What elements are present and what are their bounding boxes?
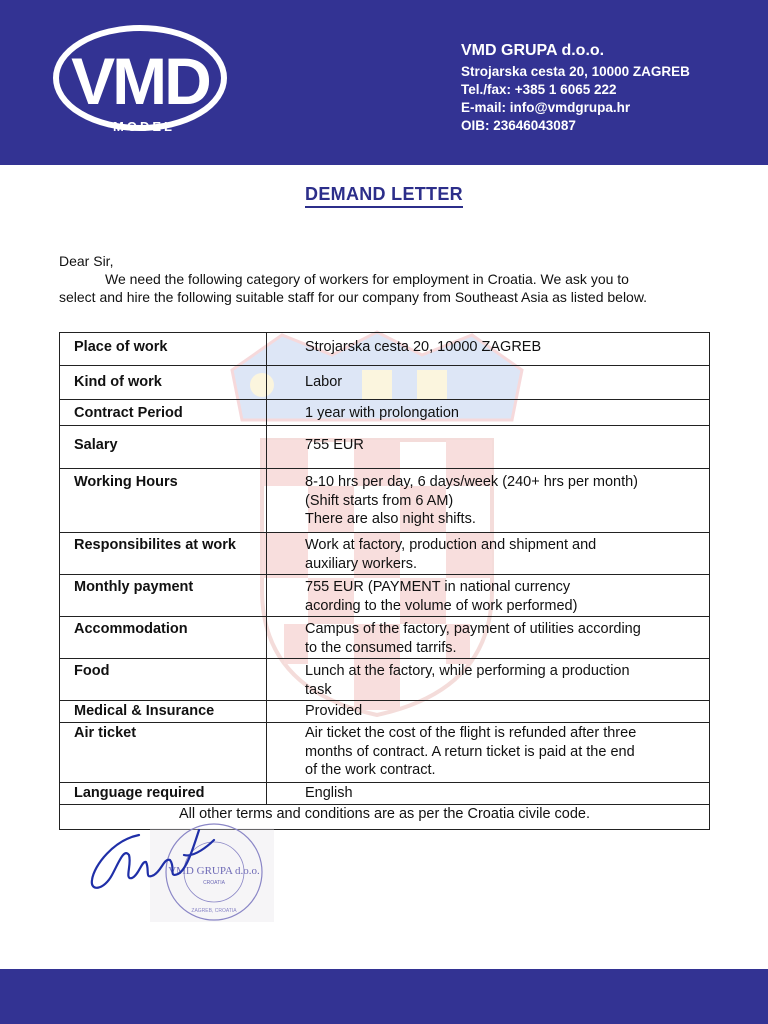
row-value	[267, 426, 710, 469]
table-row	[60, 469, 710, 533]
table-row	[60, 366, 710, 400]
row-label: Kind of work	[60, 366, 267, 400]
row-label: Accommodation	[60, 617, 267, 659]
document-title	[0, 184, 768, 205]
value-line: 1 year with prolongation	[305, 405, 459, 421]
company-phone: Tel./fax: +385 1 6065 222	[461, 82, 617, 97]
row-label: Contract Period	[60, 400, 267, 426]
value-line: Campus of the factory, payment of utilities according	[305, 621, 641, 637]
intro-paragraph	[59, 252, 719, 306]
table-row	[60, 783, 710, 805]
table-row	[60, 426, 710, 469]
stamp-country: CROATIA	[203, 880, 225, 886]
employment-terms-table	[59, 332, 710, 830]
value-line: Strojarska cesta 20, 10000 ZAGREB	[305, 339, 542, 355]
footer-note: All other terms and conditions are as per the Croatia civile code.	[60, 805, 710, 830]
value-line: English	[305, 785, 353, 801]
row-label: Medical & Insurance	[60, 701, 267, 723]
row-label: Language required	[60, 783, 267, 805]
table-row	[60, 659, 710, 701]
row-value	[267, 701, 710, 723]
table-row	[60, 701, 710, 723]
row-label: Working Hours	[60, 469, 267, 533]
value-line: 755 EUR	[305, 437, 364, 453]
greeting: Dear Sir,	[59, 253, 114, 269]
value-line: task	[305, 681, 332, 698]
value-line: 755 EUR (PAYMENT in national currency	[305, 579, 571, 595]
value-line: Air ticket the cost of the flight is refunded after three	[305, 725, 637, 741]
value-line: 8-10 hrs per day, 6 days/week (240+ hrs per month)	[305, 474, 638, 490]
value-line: Provided	[305, 703, 363, 719]
row-value	[267, 366, 710, 400]
value-line: auxiliary workers.	[305, 555, 417, 572]
handwritten-signature	[92, 830, 214, 888]
logo-letters: VMD	[71, 44, 209, 118]
value-line: Work at factory, production and shipment and	[305, 537, 597, 553]
row-value	[267, 575, 710, 617]
letterhead-banner	[0, 0, 768, 165]
row-value	[267, 617, 710, 659]
company-address: Strojarska cesta 20, 10000 ZAGREB	[461, 64, 690, 79]
document-title-text: DEMAND LETTER	[305, 184, 463, 208]
table-row	[60, 723, 710, 783]
stamp-city: ZAGREB, CROATIA	[191, 908, 237, 914]
vmd-model-logo	[50, 24, 230, 140]
stamp-name: VMD GRUPA d.o.o.	[168, 865, 260, 877]
row-value	[267, 723, 710, 783]
table-row	[60, 617, 710, 659]
company-email: E-mail: info@vmdgrupa.hr	[461, 100, 631, 115]
signature-and-stamp	[84, 820, 284, 925]
row-value	[267, 469, 710, 533]
table-row	[60, 575, 710, 617]
value-line: months of contract. A return ticket is paid at the end	[305, 743, 635, 760]
company-name: VMD GRUPA d.o.o.	[461, 42, 605, 59]
row-label: Air ticket	[60, 723, 267, 783]
row-value	[267, 783, 710, 805]
value-line: There are also night shifts.	[305, 511, 476, 527]
row-label: Monthly payment	[60, 575, 267, 617]
intro-line-1: We need the following category of workers for employment in Croatia. We ask you to	[105, 271, 629, 287]
intro-line-2: select and hire the following suitable staff for our company from Southeast Asia as listed below.	[59, 289, 648, 305]
value-line: to the consumed tarrifs.	[305, 639, 457, 656]
row-label: Place of work	[60, 333, 267, 366]
company-info	[461, 41, 690, 135]
table-row	[60, 400, 710, 426]
footer-banner	[0, 969, 768, 1024]
row-label: Food	[60, 659, 267, 701]
row-label: Salary	[60, 426, 267, 469]
value-line: acording to the volume of work performed)	[305, 597, 578, 614]
row-value	[267, 400, 710, 426]
table-row	[60, 533, 710, 575]
company-oib: OIB: 23646043087	[461, 118, 576, 133]
value-line: Labor	[305, 374, 343, 390]
value-line: of the work contract.	[305, 762, 436, 778]
row-value	[267, 659, 710, 701]
logo-subtitle: MODEL	[113, 119, 175, 134]
value-line: Lunch at the factory, while performing a production	[305, 663, 630, 679]
row-label: Responsibilites at work	[60, 533, 267, 575]
value-line: (Shift starts from 6 AM)	[305, 492, 454, 509]
table-row	[60, 333, 710, 366]
row-value	[267, 533, 710, 575]
row-value	[267, 333, 710, 366]
